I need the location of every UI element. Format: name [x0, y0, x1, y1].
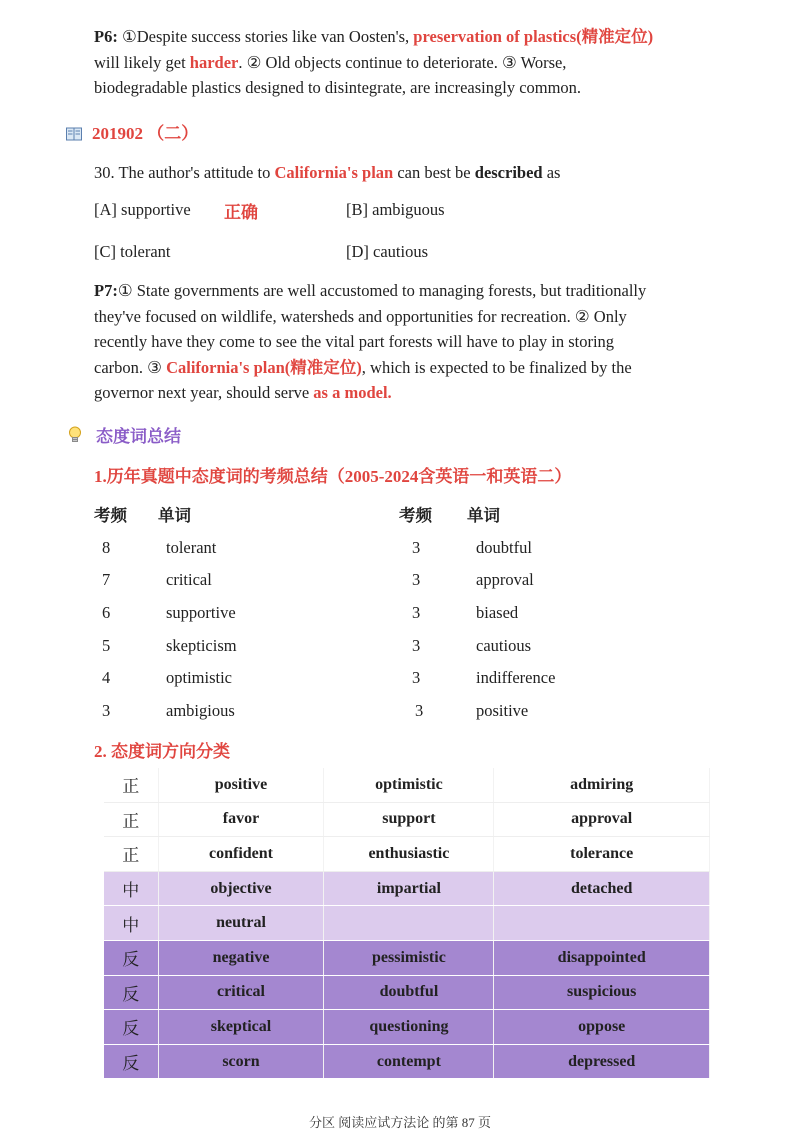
question-stem	[94, 160, 560, 186]
category-word: admiring	[494, 768, 710, 802]
category-word: neutral	[158, 906, 324, 941]
p6-text: will likely get	[94, 52, 190, 72]
category-word: scorn	[158, 1044, 324, 1079]
category-word	[324, 906, 494, 941]
freq-word: approval	[476, 570, 534, 589]
category-word: favor	[158, 802, 324, 837]
category-word: critical	[158, 975, 324, 1010]
freq-header-left-freq: 考频	[94, 506, 127, 525]
category-label: 反	[104, 940, 158, 975]
exam-heading-row	[66, 119, 198, 146]
p7-highlight-plan: California's plan(精准定位)	[166, 357, 362, 377]
freq-word: ambigious	[166, 701, 235, 720]
category-word: approval	[494, 802, 710, 837]
freq-value: 7	[102, 570, 111, 589]
category-row	[104, 975, 710, 1010]
category-word: pessimistic	[324, 940, 494, 975]
option-a-text: [A] supportive	[94, 200, 191, 219]
question-highlight: California's plan	[274, 163, 394, 182]
category-heading: 2. 态度词方向分类	[94, 742, 230, 761]
option-a	[94, 197, 191, 223]
freq-value: 3	[412, 668, 421, 687]
category-word: detached	[494, 871, 710, 906]
option-c: [C] tolerant	[94, 242, 171, 261]
category-row	[104, 837, 710, 872]
category-word: negative	[158, 940, 324, 975]
exam-heading: 201902 （二）	[92, 124, 199, 143]
summary-title: 态度词总结	[96, 427, 181, 446]
question-text: as	[542, 163, 561, 182]
question-text: 30. The author's attitude to	[94, 163, 275, 182]
category-word: questioning	[324, 1010, 494, 1045]
attitude-category-table	[104, 768, 710, 1079]
p6-highlight-harder: harder	[189, 52, 239, 72]
freq-value: 5	[102, 636, 111, 655]
summary-title-row	[68, 422, 181, 449]
category-row	[104, 906, 710, 941]
freq-word: skepticism	[166, 636, 237, 655]
category-row	[104, 1044, 710, 1079]
category-word: impartial	[324, 871, 494, 906]
freq-word: critical	[166, 570, 212, 589]
freq-word: optimistic	[166, 668, 232, 687]
category-label: 正	[104, 768, 158, 802]
category-label: 正	[104, 802, 158, 837]
paragraph-p7	[94, 278, 734, 406]
category-word: support	[324, 802, 494, 837]
category-word: enthusiastic	[324, 837, 494, 872]
category-row	[104, 802, 710, 837]
freq-heading: 1.历年真题中态度词的考频总结（2005-2024含英语一和英语二）	[94, 467, 572, 486]
category-row	[104, 871, 710, 906]
p7-text: governor next year, should serve	[94, 383, 314, 402]
category-word	[494, 906, 710, 941]
option-d: [D] cautious	[346, 242, 429, 261]
category-word: positive	[158, 768, 324, 802]
p7-text: carbon. ③	[94, 357, 167, 377]
category-word: skeptical	[158, 1010, 324, 1045]
p6-text: . ② Old objects continue to deteriorate. ③ Worse,	[238, 52, 567, 72]
freq-value: 6	[102, 603, 111, 622]
category-word: confident	[158, 837, 324, 872]
category-word: doubtful	[324, 975, 494, 1010]
question-text: can best be	[393, 163, 475, 182]
freq-header-left-word: 单词	[158, 506, 191, 525]
freq-value: 8	[102, 538, 111, 557]
freq-word: indifference	[476, 668, 556, 687]
category-label: 反	[104, 1044, 158, 1079]
freq-value: 3	[412, 570, 421, 589]
category-word: disappointed	[494, 940, 710, 975]
category-label: 中	[104, 871, 158, 906]
p7-text: they've focused on wildlife, watersheds and opportunities for recreation. ② Only	[94, 306, 627, 326]
freq-value: 3	[415, 701, 424, 720]
category-row	[104, 768, 710, 802]
p7-text: ① State governments are well accustomed to managing forests, but traditionally	[117, 281, 647, 300]
category-row	[104, 940, 710, 975]
category-word: contempt	[324, 1044, 494, 1079]
freq-value: 3	[412, 538, 421, 557]
paragraph-p6	[94, 24, 734, 101]
category-word: oppose	[494, 1010, 710, 1045]
category-label: 反	[104, 975, 158, 1010]
freq-value: 3	[102, 701, 111, 720]
freq-word: cautious	[476, 636, 531, 655]
p6-text: ①Despite success stories like van Oosten's,	[117, 27, 414, 46]
category-label: 中	[104, 906, 158, 941]
p7-text: recently have they come to see the vital part forests will have to play in storing	[94, 332, 615, 351]
category-word: depressed	[494, 1044, 710, 1079]
p7-label: P7:	[94, 281, 118, 300]
option-b: [B] ambiguous	[346, 200, 445, 219]
lightbulb-icon	[68, 426, 82, 449]
question-bold: described	[474, 163, 543, 182]
freq-word: tolerant	[166, 538, 217, 557]
category-word: objective	[158, 871, 324, 906]
freq-word: biased	[476, 603, 519, 622]
category-label: 正	[104, 837, 158, 872]
p6-text: biodegradable plastics designed to disintegrate, are increasingly common.	[94, 78, 582, 97]
correct-mark: 正确	[224, 203, 258, 222]
p7-highlight-model: as a model.	[313, 383, 392, 402]
freq-value: 3	[412, 636, 421, 655]
category-label: 反	[104, 1010, 158, 1045]
p6-label: P6:	[94, 27, 118, 46]
freq-value: 4	[102, 668, 111, 687]
freq-word: doubtful	[476, 538, 532, 557]
category-word: optimistic	[324, 768, 494, 802]
freq-value: 3	[412, 603, 421, 622]
p7-text: , which is expected to be finalized by the	[361, 357, 632, 377]
freq-word: positive	[476, 701, 529, 720]
book-icon	[66, 127, 82, 146]
category-word: tolerance	[494, 837, 710, 872]
category-word: suspicious	[494, 975, 710, 1010]
category-row	[104, 1010, 710, 1045]
freq-word: supportive	[166, 603, 236, 622]
page-footer: 分区 阅读应试方法论 的第 87 页	[308, 1115, 491, 1130]
freq-header-right-freq: 考频	[399, 506, 432, 525]
freq-header-right-word: 单词	[467, 506, 500, 525]
p6-highlight-preservation: preservation of plastics(精准定位)	[413, 27, 654, 46]
